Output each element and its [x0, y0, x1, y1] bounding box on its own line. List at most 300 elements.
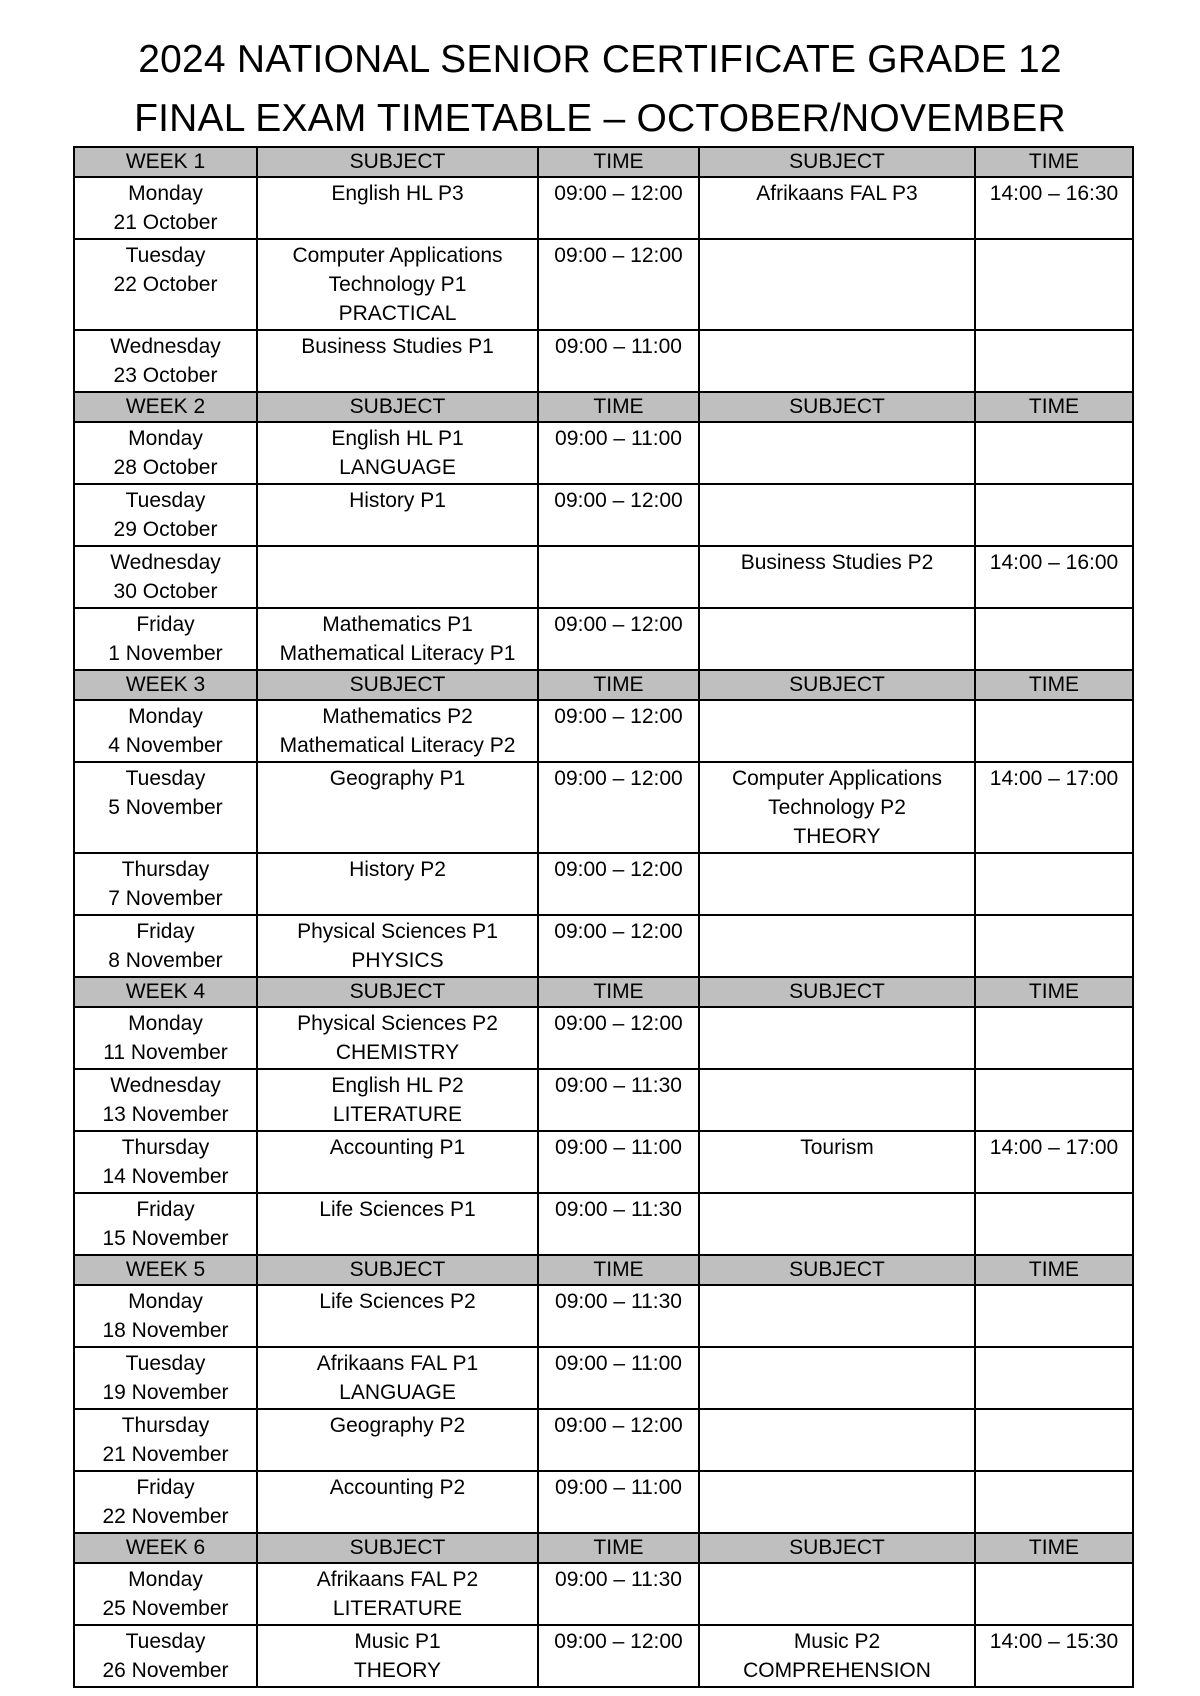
morning-subject-cell: [257, 700, 538, 762]
afternoon-subject-cell: [699, 1409, 975, 1471]
exam-row: [74, 1069, 1133, 1131]
morning-time-cell: [538, 608, 699, 670]
subject-header-text: SUBJECT: [789, 980, 885, 1003]
day-date-cell-line: 7 November: [108, 887, 223, 910]
week-header-row: [74, 977, 1133, 1007]
morning-subject-cell-line: Mathematics P1: [322, 613, 473, 636]
day-date-cell: [74, 239, 257, 330]
day-date-cell-line: Monday: [128, 1568, 203, 1591]
morning-subject-cell-line: History P1: [349, 489, 446, 512]
morning-subject-cell-line: Music P1: [354, 1630, 441, 1653]
afternoon-subject-cell-line: THEORY: [793, 825, 881, 848]
day-date-cell-line: Monday: [128, 705, 203, 728]
time-header-text: TIME: [593, 1258, 644, 1281]
day-date-cell: [74, 762, 257, 853]
afternoon-time-cell-text: 14:00 – 16:00: [989, 551, 1119, 574]
morning-time-cell-text: 09:00 – 11:00: [555, 427, 682, 450]
morning-time-cell-text: 09:00 – 12:00: [554, 920, 683, 943]
morning-time-cell-text: 09:00 – 11:30: [555, 1568, 682, 1591]
title-line-2: FINAL EXAM TIMETABLE – OCTOBER/NOVEMBER: [134, 97, 1066, 140]
subject-header: [257, 1533, 538, 1563]
exam-row: [74, 1625, 1133, 1687]
day-date-cell-line: 11 November: [103, 1041, 228, 1064]
day-date-cell-line: 25 November: [102, 1597, 229, 1620]
day-date-cell-line: 15 November: [102, 1227, 229, 1250]
morning-subject-cell-line: Life Sciences P2: [319, 1290, 476, 1313]
exam-row: [74, 1007, 1133, 1069]
afternoon-time-cell: [975, 330, 1133, 392]
morning-time-cell-text: 09:00 – 12:00: [554, 244, 683, 267]
day-date-cell-line: Monday: [128, 427, 203, 450]
day-date-cell-line: Thursday: [121, 858, 210, 881]
afternoon-time-cell: [975, 177, 1133, 239]
afternoon-subject-cell-line: Technology P2: [768, 796, 906, 819]
morning-time-cell-text: 09:00 – 11:30: [555, 1074, 682, 1097]
morning-time-cell: [538, 330, 699, 392]
subject-header-text: SUBJECT: [789, 673, 885, 696]
afternoon-time-cell: [975, 608, 1133, 670]
morning-subject-cell: [257, 1193, 538, 1255]
afternoon-subject-cell: [699, 915, 975, 977]
day-date-cell-line: Tuesday: [125, 1352, 206, 1375]
time-header: [975, 147, 1133, 177]
week-label: [74, 1255, 257, 1285]
morning-time-cell-text: 09:00 – 12:00: [554, 767, 683, 790]
day-date-cell: [74, 1131, 257, 1193]
morning-time-cell: [538, 484, 699, 546]
morning-subject-cell-line: Life Sciences P1: [319, 1198, 476, 1221]
exam-row: [74, 700, 1133, 762]
day-date-cell: [74, 1347, 257, 1409]
afternoon-subject-cell: [699, 608, 975, 670]
day-date-cell: [74, 422, 257, 484]
morning-subject-cell-line: CHEMISTRY: [335, 1041, 460, 1064]
afternoon-time-cell: [975, 1069, 1133, 1131]
morning-subject-cell-line: Geography P2: [329, 1414, 466, 1437]
afternoon-subject-cell-line: Music P2: [793, 1630, 881, 1653]
day-date-cell-line: 5 November: [108, 796, 223, 819]
page-title: [0, 30, 1200, 148]
week-label-text: WEEK 2: [125, 395, 206, 418]
afternoon-time-cell: [975, 239, 1133, 330]
day-date-cell: [74, 700, 257, 762]
week-label: [74, 392, 257, 422]
subject-header-text: SUBJECT: [789, 395, 885, 418]
morning-time-cell: [538, 1563, 699, 1625]
day-date-cell: [74, 1007, 257, 1069]
exam-row: [74, 762, 1133, 853]
morning-time-cell: [538, 1285, 699, 1347]
morning-subject-cell: [257, 1625, 538, 1687]
morning-subject-cell-line: Computer Applications: [292, 244, 503, 267]
time-header-text: TIME: [593, 395, 644, 418]
afternoon-subject-cell: [699, 700, 975, 762]
time-header: [538, 1255, 699, 1285]
morning-subject-cell: [257, 484, 538, 546]
morning-subject-cell: [257, 239, 538, 330]
afternoon-time-cell: [975, 1007, 1133, 1069]
afternoon-subject-cell: [699, 1131, 975, 1193]
morning-subject-cell-line: Accounting P2: [329, 1476, 466, 1499]
day-date-cell: [74, 330, 257, 392]
subject-header: [699, 670, 975, 700]
morning-subject-cell-line: Technology P1: [328, 273, 467, 296]
day-date-cell: [74, 177, 257, 239]
week-label-text: WEEK 1: [125, 150, 206, 173]
afternoon-subject-cell: [699, 1347, 975, 1409]
exam-row: [74, 1131, 1133, 1193]
afternoon-time-cell-text: 14:00 – 15:30: [989, 1630, 1119, 1653]
morning-subject-cell-line: Geography P1: [329, 767, 466, 790]
exam-row: [74, 1285, 1133, 1347]
afternoon-time-cell: [975, 1471, 1133, 1533]
day-date-cell-line: Friday: [136, 920, 195, 943]
day-date-cell-line: 4 November: [108, 734, 223, 757]
morning-subject-cell-line: LITERATURE: [332, 1103, 463, 1126]
subject-header-text: SUBJECT: [789, 150, 885, 173]
morning-time-cell: [538, 1409, 699, 1471]
morning-subject-cell: [257, 1471, 538, 1533]
day-date-cell-line: 13 November: [102, 1103, 229, 1126]
week-header-row: [74, 147, 1133, 177]
morning-subject-cell: [257, 608, 538, 670]
day-date-cell-line: Monday: [128, 1290, 203, 1313]
subject-header: [257, 670, 538, 700]
afternoon-subject-cell: [699, 1471, 975, 1533]
morning-subject-cell-line: Business Studies P1: [301, 335, 494, 358]
subject-header-text: SUBJECT: [789, 1258, 885, 1281]
morning-subject-cell-line: Mathematical Literacy P1: [279, 642, 516, 665]
morning-subject-cell: [257, 915, 538, 977]
subject-header: [699, 147, 975, 177]
week-label-text: WEEK 6: [125, 1536, 206, 1559]
time-header: [975, 977, 1133, 1007]
week-header-row: [74, 670, 1133, 700]
subject-header: [257, 1255, 538, 1285]
day-date-cell: [74, 1625, 257, 1687]
afternoon-subject-cell: [699, 853, 975, 915]
morning-time-cell-text: 09:00 – 11:30: [555, 1290, 682, 1313]
subject-header: [699, 977, 975, 1007]
day-date-cell-line: 22 November: [102, 1505, 229, 1528]
week-label-text: WEEK 3: [125, 673, 206, 696]
morning-time-cell-text: 09:00 – 11:00: [555, 335, 682, 358]
morning-time-cell: [538, 546, 699, 608]
day-date-cell-line: 29 October: [113, 518, 218, 541]
subject-header: [257, 147, 538, 177]
week-header-row: [74, 1533, 1133, 1563]
time-header: [975, 670, 1133, 700]
day-date-cell-line: 14 November: [102, 1165, 229, 1188]
day-date-cell: [74, 1285, 257, 1347]
day-date-cell-line: Wednesday: [110, 551, 221, 574]
time-header-text: TIME: [593, 673, 644, 696]
exam-timetable: [73, 146, 1134, 1688]
subject-header-text: SUBJECT: [349, 673, 446, 696]
morning-time-cell: [538, 915, 699, 977]
day-date-cell-line: Friday: [136, 1198, 195, 1221]
morning-time-cell: [538, 239, 699, 330]
subject-header-text: SUBJECT: [349, 1258, 446, 1281]
time-header-text: TIME: [1028, 673, 1080, 696]
day-date-cell-line: Tuesday: [125, 489, 206, 512]
day-date-cell-line: 22 October: [113, 273, 218, 296]
morning-time-cell-text: 09:00 – 12:00: [554, 1414, 683, 1437]
afternoon-time-cell: [975, 1625, 1133, 1687]
morning-time-cell: [538, 1007, 699, 1069]
exam-row: [74, 177, 1133, 239]
time-header: [538, 977, 699, 1007]
day-date-cell-line: Friday: [136, 613, 195, 636]
morning-subject-cell: [257, 853, 538, 915]
subject-header-text: SUBJECT: [349, 1536, 446, 1559]
exam-row: [74, 915, 1133, 977]
morning-subject-cell: [257, 762, 538, 853]
day-date-cell: [74, 608, 257, 670]
day-date-cell-line: Friday: [136, 1476, 195, 1499]
afternoon-time-cell: [975, 1193, 1133, 1255]
morning-subject-cell-line: LANGUAGE: [339, 1381, 456, 1404]
afternoon-subject-cell: [699, 762, 975, 853]
morning-subject-cell-line: English HL P1: [331, 427, 464, 450]
day-date-cell-line: 18 November: [102, 1319, 229, 1342]
day-date-cell-line: Wednesday: [110, 1074, 221, 1097]
morning-subject-cell-line: PHYSICS: [351, 949, 444, 972]
day-date-cell-line: 28 October: [113, 456, 218, 479]
morning-time-cell: [538, 422, 699, 484]
morning-subject-cell-line: English HL P2: [331, 1074, 464, 1097]
afternoon-subject-cell: [699, 1193, 975, 1255]
day-date-cell-line: 30 October: [113, 580, 218, 603]
exam-row: [74, 1347, 1133, 1409]
day-date-cell-line: 21 October: [113, 211, 218, 234]
timetable-body: [74, 147, 1133, 1687]
afternoon-subject-cell: [699, 1007, 975, 1069]
morning-time-cell: [538, 1193, 699, 1255]
time-header: [538, 147, 699, 177]
day-date-cell-line: 23 October: [113, 364, 218, 387]
time-header-text: TIME: [1028, 395, 1080, 418]
exam-row: [74, 330, 1133, 392]
day-date-cell-line: Thursday: [121, 1136, 210, 1159]
subject-header: [257, 392, 538, 422]
morning-time-cell: [538, 1471, 699, 1533]
day-date-cell: [74, 1069, 257, 1131]
time-header: [975, 1255, 1133, 1285]
morning-subject-cell-line: Accounting P1: [329, 1136, 466, 1159]
morning-time-cell: [538, 853, 699, 915]
morning-time-cell: [538, 1069, 699, 1131]
time-header: [538, 1533, 699, 1563]
morning-time-cell: [538, 1131, 699, 1193]
morning-subject-cell: [257, 1409, 538, 1471]
time-header: [975, 1533, 1133, 1563]
afternoon-subject-cell: [699, 1285, 975, 1347]
day-date-cell: [74, 853, 257, 915]
morning-subject-cell: [257, 422, 538, 484]
time-header-text: TIME: [1028, 980, 1080, 1003]
morning-time-cell: [538, 762, 699, 853]
morning-time-cell-text: 09:00 – 12:00: [554, 705, 683, 728]
morning-subject-cell-line: Mathematical Literacy P2: [279, 734, 516, 757]
subject-header-text: SUBJECT: [789, 1536, 885, 1559]
day-date-cell: [74, 546, 257, 608]
time-header: [975, 392, 1133, 422]
time-header-text: TIME: [593, 150, 644, 173]
week-label-text: WEEK 5: [125, 1258, 206, 1281]
afternoon-subject-cell: [699, 1563, 975, 1625]
morning-time-cell-text: 09:00 – 11:00: [555, 1476, 682, 1499]
morning-subject-cell: [257, 1347, 538, 1409]
morning-subject-cell-line: Physical Sciences P1: [297, 920, 498, 943]
week-label: [74, 1533, 257, 1563]
exam-row: [74, 1409, 1133, 1471]
exam-row: [74, 546, 1133, 608]
week-label: [74, 977, 257, 1007]
exam-row: [74, 1471, 1133, 1533]
exam-row: [74, 239, 1133, 330]
subject-header-text: SUBJECT: [349, 980, 446, 1003]
week-header-row: [74, 1255, 1133, 1285]
morning-subject-cell-line: English HL P3: [331, 182, 464, 205]
day-date-cell-line: Tuesday: [125, 767, 206, 790]
subject-header-text: SUBJECT: [349, 395, 446, 418]
morning-subject-cell: [257, 1563, 538, 1625]
day-date-cell-line: 8 November: [108, 949, 223, 972]
afternoon-time-cell: [975, 1347, 1133, 1409]
afternoon-subject-cell: [699, 546, 975, 608]
time-header-text: TIME: [1028, 1258, 1080, 1281]
day-date-cell: [74, 915, 257, 977]
exam-row: [74, 422, 1133, 484]
time-header-text: TIME: [593, 980, 644, 1003]
morning-subject-cell-line: PRACTICAL: [338, 302, 457, 325]
subject-header: [699, 392, 975, 422]
morning-subject-cell-line: Mathematics P2: [322, 705, 473, 728]
morning-time-cell-text: 09:00 – 12:00: [554, 1630, 683, 1653]
time-header-text: TIME: [593, 1536, 644, 1559]
morning-subject-cell-line: History P2: [349, 858, 446, 881]
week-label: [74, 670, 257, 700]
subject-header: [257, 977, 538, 1007]
afternoon-time-cell: [975, 484, 1133, 546]
day-date-cell-line: Wednesday: [110, 335, 221, 358]
exam-row: [74, 1563, 1133, 1625]
morning-time-cell-text: 09:00 – 12:00: [554, 858, 683, 881]
afternoon-subject-cell: [699, 1625, 975, 1687]
afternoon-subject-cell: [699, 422, 975, 484]
afternoon-time-cell: [975, 1409, 1133, 1471]
afternoon-subject-cell: [699, 1069, 975, 1131]
morning-subject-cell-line: Afrikaans FAL P1: [316, 1352, 479, 1375]
morning-subject-cell: [257, 546, 538, 608]
day-date-cell: [74, 1563, 257, 1625]
morning-subject-cell-line: LANGUAGE: [339, 456, 456, 479]
morning-subject-cell-line: Afrikaans FAL P2: [316, 1568, 479, 1591]
day-date-cell: [74, 484, 257, 546]
afternoon-subject-cell-line: Computer Applications: [731, 767, 943, 790]
afternoon-time-cell: [975, 762, 1133, 853]
subject-header: [699, 1533, 975, 1563]
afternoon-subject-cell-line: Tourism: [800, 1136, 874, 1159]
morning-time-cell: [538, 177, 699, 239]
time-header: [538, 670, 699, 700]
day-date-cell: [74, 1471, 257, 1533]
morning-subject-cell-line: LITERATURE: [332, 1597, 463, 1620]
morning-subject-cell: [257, 1285, 538, 1347]
exam-row: [74, 608, 1133, 670]
day-date-cell-line: Tuesday: [125, 1630, 206, 1653]
afternoon-subject-cell-line: Afrikaans FAL P3: [756, 182, 918, 205]
time-header: [538, 392, 699, 422]
morning-subject-cell: [257, 1007, 538, 1069]
afternoon-time-cell: [975, 700, 1133, 762]
day-date-cell-line: 1 November: [108, 642, 223, 665]
afternoon-time-cell: [975, 915, 1133, 977]
day-date-cell-line: Monday: [128, 182, 203, 205]
afternoon-subject-cell: [699, 330, 975, 392]
subject-header-text: SUBJECT: [349, 150, 446, 173]
day-date-cell-line: 19 November: [102, 1381, 229, 1404]
morning-time-cell-text: 09:00 – 12:00: [554, 182, 683, 205]
afternoon-subject-cell: [699, 239, 975, 330]
afternoon-time-cell: [975, 1131, 1133, 1193]
time-header-text: TIME: [1028, 1536, 1080, 1559]
day-date-cell: [74, 1193, 257, 1255]
morning-time-cell-text: 09:00 – 12:00: [554, 613, 683, 636]
morning-time-cell-text: 09:00 – 11:00: [555, 1136, 682, 1159]
day-date-cell-line: Monday: [128, 1012, 203, 1035]
morning-subject-cell-line: Physical Sciences P2: [297, 1012, 498, 1035]
exam-row: [74, 853, 1133, 915]
afternoon-time-cell-text: 14:00 – 16:30: [989, 182, 1119, 205]
afternoon-time-cell: [975, 1285, 1133, 1347]
morning-subject-cell: [257, 330, 538, 392]
afternoon-subject-cell-line: Business Studies P2: [740, 551, 934, 574]
afternoon-time-cell: [975, 853, 1133, 915]
day-date-cell-line: 21 November: [102, 1443, 229, 1466]
day-date-cell: [74, 1409, 257, 1471]
morning-time-cell-text: 09:00 – 12:00: [554, 489, 683, 512]
day-date-cell-line: 26 November: [102, 1659, 229, 1682]
exam-row: [74, 484, 1133, 546]
morning-time-cell: [538, 1347, 699, 1409]
afternoon-time-cell-text: 14:00 – 17:00: [989, 1136, 1119, 1159]
afternoon-time-cell: [975, 422, 1133, 484]
morning-time-cell-text: 09:00 – 12:00: [554, 1012, 683, 1035]
title-line-1: 2024 NATIONAL SENIOR CERTIFICATE GRADE 12: [138, 38, 1062, 81]
morning-subject-cell-line: THEORY: [353, 1659, 442, 1682]
subject-header: [699, 1255, 975, 1285]
morning-time-cell-text: 09:00 – 11:30: [555, 1198, 682, 1221]
day-date-cell-line: Thursday: [121, 1414, 210, 1437]
morning-time-cell: [538, 1625, 699, 1687]
afternoon-subject-cell: [699, 484, 975, 546]
morning-subject-cell: [257, 1131, 538, 1193]
day-date-cell-line: Tuesday: [125, 244, 206, 267]
exam-row: [74, 1193, 1133, 1255]
afternoon-time-cell-text: 14:00 – 17:00: [989, 767, 1119, 790]
afternoon-subject-cell-line: COMPREHENSION: [743, 1659, 931, 1682]
morning-subject-cell: [257, 1069, 538, 1131]
week-label: [74, 147, 257, 177]
afternoon-subject-cell: [699, 177, 975, 239]
afternoon-time-cell: [975, 546, 1133, 608]
time-header-text: TIME: [1028, 150, 1080, 173]
week-header-row: [74, 392, 1133, 422]
week-label-text: WEEK 4: [125, 980, 206, 1003]
afternoon-time-cell: [975, 1563, 1133, 1625]
